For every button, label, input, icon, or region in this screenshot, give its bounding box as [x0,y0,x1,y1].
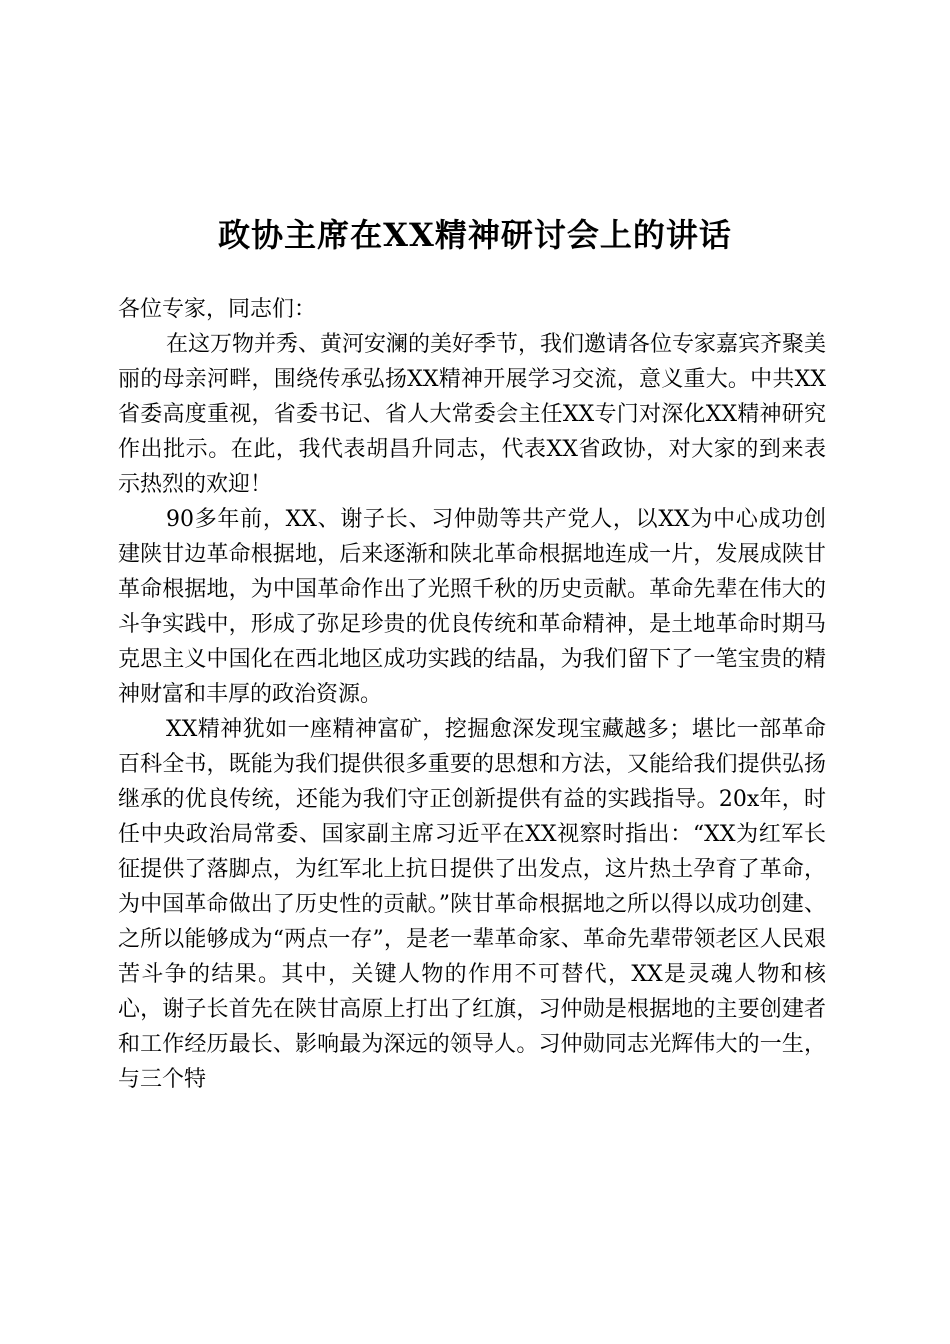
document-body [118,292,826,1097]
paragraph-1: 在这万物并秀、黄河安澜的美好季节，我们邀请各位专家嘉宾齐聚美丽的母亲河畔，围绕传承弘扬XX精神开展学习交流，意义重大。中共XX省委高度重视，省委书记、省人大常委会主任XX专门对深化XX精神研究作出批示。在此，我代表胡昌升同志，代表XX省政协，对大家的到来表示热烈的欢迎！ [118,332,827,497]
paragraph-2: 90多年前，XX、谢子长、习仲勋等共产党人，以XX为中心成功创建陕甘边革命根据地，后来逐渐和陕北革命根据地连成一片，发展成陕甘革命根据地，为中国革命作出了光照千秋的历史贡献。革命先辈在伟大的斗争实践中，形成了弥足珍贵的优良传统和革命精神，是土地革命时期马克思主义中国化在西北地区成功实践的结晶，为我们留下了一笔宝贵的精神财富和丰厚的政治资源。 [118,507,826,707]
document-title: 政协主席在XX精神研讨会上的讲话 [218,216,732,255]
paragraph-3: XX精神犹如一座精神富矿，挖掘愈深发现宝藏越多；堪比一部革命百科全书，既能为我们提供很多重要的思想和方法，又能给我们提供弘扬继承的优良传统，还能为我们守正创新提供有益的实践指导。20x年，时任中央政治局常委、国家副主席习近平在XX视察时指出：“XX为红军长征提供了落脚点，为红军北上抗日提供了出发点，这片热土孕育了革命，为中国革命做出了历史性的贡献。”陕甘革命根据地之所以得以成功创建、之所以能够成为“两点一存”，是老一辈革命家、革命先辈带领老区人民艰苦斗争的结果。其中，关键人物的作用不可替代，XX是灵魂人物和核心，谢子长首先在陕甘高原上打出了红旗，习仲勋是根据地的主要创建者和工作经历最长、影响最为深远的领导人。习仲勋同志光辉伟大的一生，与三个特 [118,717,826,1092]
salutation: 各位专家，同志们： [118,297,317,322]
